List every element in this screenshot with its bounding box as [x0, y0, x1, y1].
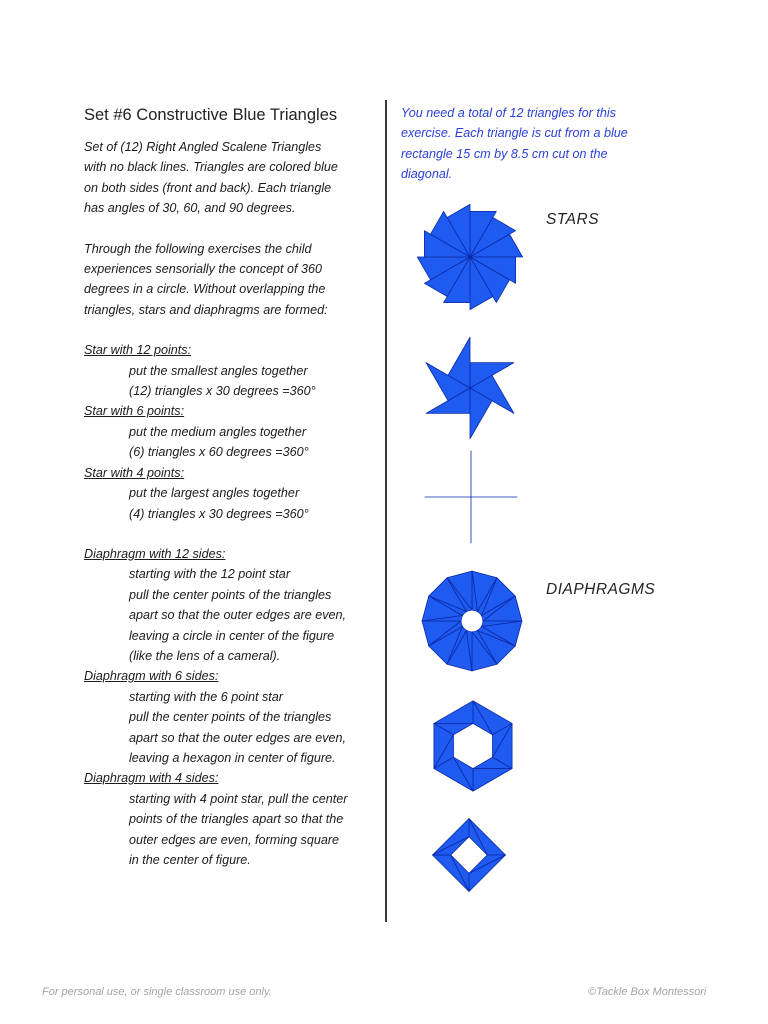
diaphragm-4-line: points of the triangles apart so that the: [129, 812, 344, 827]
star-6-line: (6) triangles x 60 degrees =360°: [129, 445, 309, 460]
star-6-figure: [416, 334, 524, 442]
diaphragm-4-line: starting with 4 point star, pull the center: [129, 791, 348, 806]
para-line: Through the following exercises the child: [84, 241, 312, 256]
star-12-figure: [414, 201, 526, 313]
diaphragm-12-line: apart so that the outer edges are even,: [129, 608, 347, 623]
intro-line: on both sides (front and back). Each triangle: [84, 180, 332, 195]
stars-label: STARS: [546, 211, 600, 228]
column-divider: [385, 100, 387, 922]
intro-line: with no black lines. Triangles are colored blue: [84, 160, 338, 175]
footer-copyright: ©Tackle Box Montessori: [588, 986, 707, 998]
page-title: Set #6 Constructive Blue Triangles: [84, 106, 338, 124]
para-line: triangles, stars and diaphragms are formed:: [84, 302, 328, 317]
triangle-piece: [473, 769, 512, 792]
instructions-column: [84, 137, 384, 870]
diaphragm-6-line: starting with the 6 point star: [129, 689, 284, 704]
star-4-figure: [422, 448, 520, 546]
star-4-heading: Star with 4 points:: [84, 465, 185, 480]
diaphragm-4-line: outer edges are even, forming square: [129, 832, 340, 847]
diaphragm-6-figure: [426, 699, 520, 793]
triangle-piece: [434, 701, 473, 724]
star-4-line: put the largest angles together: [129, 486, 300, 501]
diaphragm-12-figure: [420, 569, 524, 673]
para-line: experiences sensorially the concept of 360: [84, 262, 323, 277]
note-line: You need a total of 12 triangles for this: [401, 106, 616, 120]
star-4-line: (4) triangles x 30 degrees =360°: [129, 506, 309, 521]
diaphragm-4-heading: Diaphragm with 4 sides:: [84, 771, 219, 786]
materials-note: [401, 103, 661, 185]
star-12-line: put the smallest angles together: [129, 363, 308, 378]
diaphragm-6-heading: Diaphragm with 6 sides:: [84, 669, 219, 684]
diaphragm-12-line: leaving a circle in center of the figure: [129, 628, 335, 643]
footer-usage-note: For personal use, or single classroom use only.: [42, 986, 272, 998]
diaphragm-6-line: pull the center points of the triangles: [129, 710, 332, 725]
para-line: degrees in a circle. Without overlapping the: [84, 282, 326, 297]
diaphragm-12-line: starting with the 12 point star: [129, 567, 291, 582]
star-6-heading: Star with 6 points:: [84, 404, 185, 419]
diaphragm-6-line: apart so that the outer edges are even,: [129, 730, 347, 745]
diaphragm-4-line: in the center of figure.: [129, 853, 251, 867]
intro-line: has angles of 30, 60, and 90 degrees.: [84, 201, 296, 216]
diaphragm-12-heading: Diaphragm with 12 sides:: [84, 546, 226, 561]
diaphragm-12-line: (like the lens of a cameral).: [129, 648, 281, 663]
note-line: exercise. Each triangle is cut from a blue: [401, 126, 628, 141]
diaphragms-label: DIAPHRAGMS: [546, 581, 656, 598]
diaphragm-4-figure: [431, 817, 507, 893]
intro-line: Set of (12) Right Angled Scalene Triangles: [84, 140, 322, 154]
note-line: rectangle 15 cm by 8.5 cm cut on the: [401, 146, 608, 161]
star-12-line: (12) triangles x 30 degrees =360°: [129, 384, 316, 399]
center-opening: [462, 611, 483, 632]
note-line: diagonal.: [401, 167, 453, 182]
star-12-heading: Star with 12 points:: [84, 343, 192, 358]
diaphragm-12-line: pull the center points of the triangles: [129, 587, 332, 602]
star-6-line: put the medium angles together: [129, 424, 307, 439]
diaphragm-6-line: leaving a hexagon in center of figure.: [129, 750, 336, 765]
